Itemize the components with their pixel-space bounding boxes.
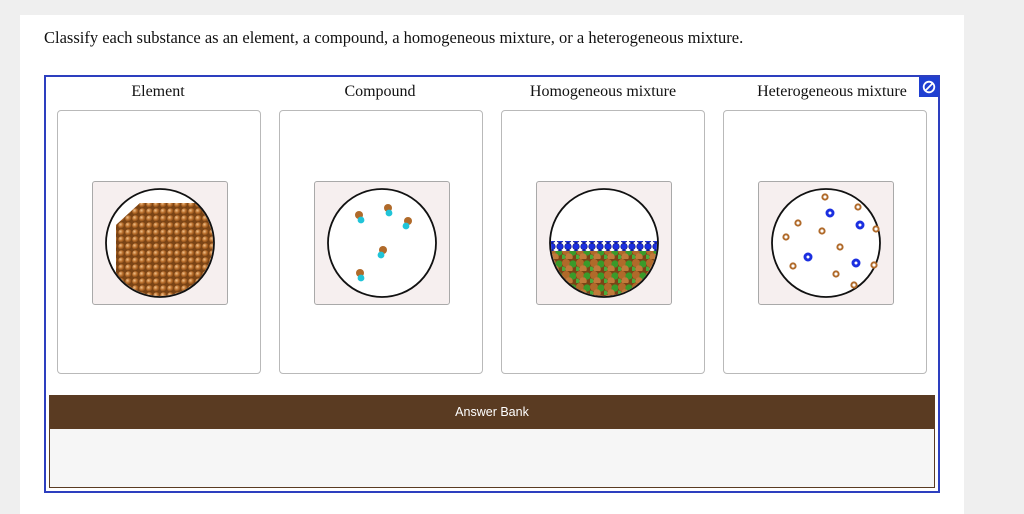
bin-homogeneous-mixture[interactable] xyxy=(501,110,705,374)
bin-heterogeneous-mixture[interactable] xyxy=(723,110,927,374)
element-tile[interactable] xyxy=(92,181,228,305)
column-title-element: Element xyxy=(131,83,185,100)
column-title-compound: Compound xyxy=(344,83,416,100)
bin-compound[interactable] xyxy=(279,110,483,374)
element-particles-image xyxy=(104,187,216,299)
compound-molecules-image xyxy=(326,187,438,299)
question-text: Classify each substance as an element, a compound, a homogeneous mixture, or a heterogeneous mixture. xyxy=(44,28,744,47)
heterogeneous-mixture-image xyxy=(770,187,882,299)
homogeneous-tile[interactable] xyxy=(536,181,672,305)
homogeneous-mixture-image xyxy=(548,187,660,299)
answer-bank-area[interactable] xyxy=(49,429,935,488)
heterogeneous-tile[interactable] xyxy=(758,181,894,305)
answer-bank-header: Answer Bank xyxy=(49,395,935,429)
question-card xyxy=(20,15,964,514)
drag-drop-area xyxy=(44,75,940,493)
bin-element[interactable] xyxy=(57,110,261,374)
column-title-heterogeneous: Heterogeneous mixture xyxy=(757,83,907,100)
compound-tile[interactable] xyxy=(314,181,450,305)
column-title-homogeneous: Homogeneous mixture xyxy=(529,83,677,100)
